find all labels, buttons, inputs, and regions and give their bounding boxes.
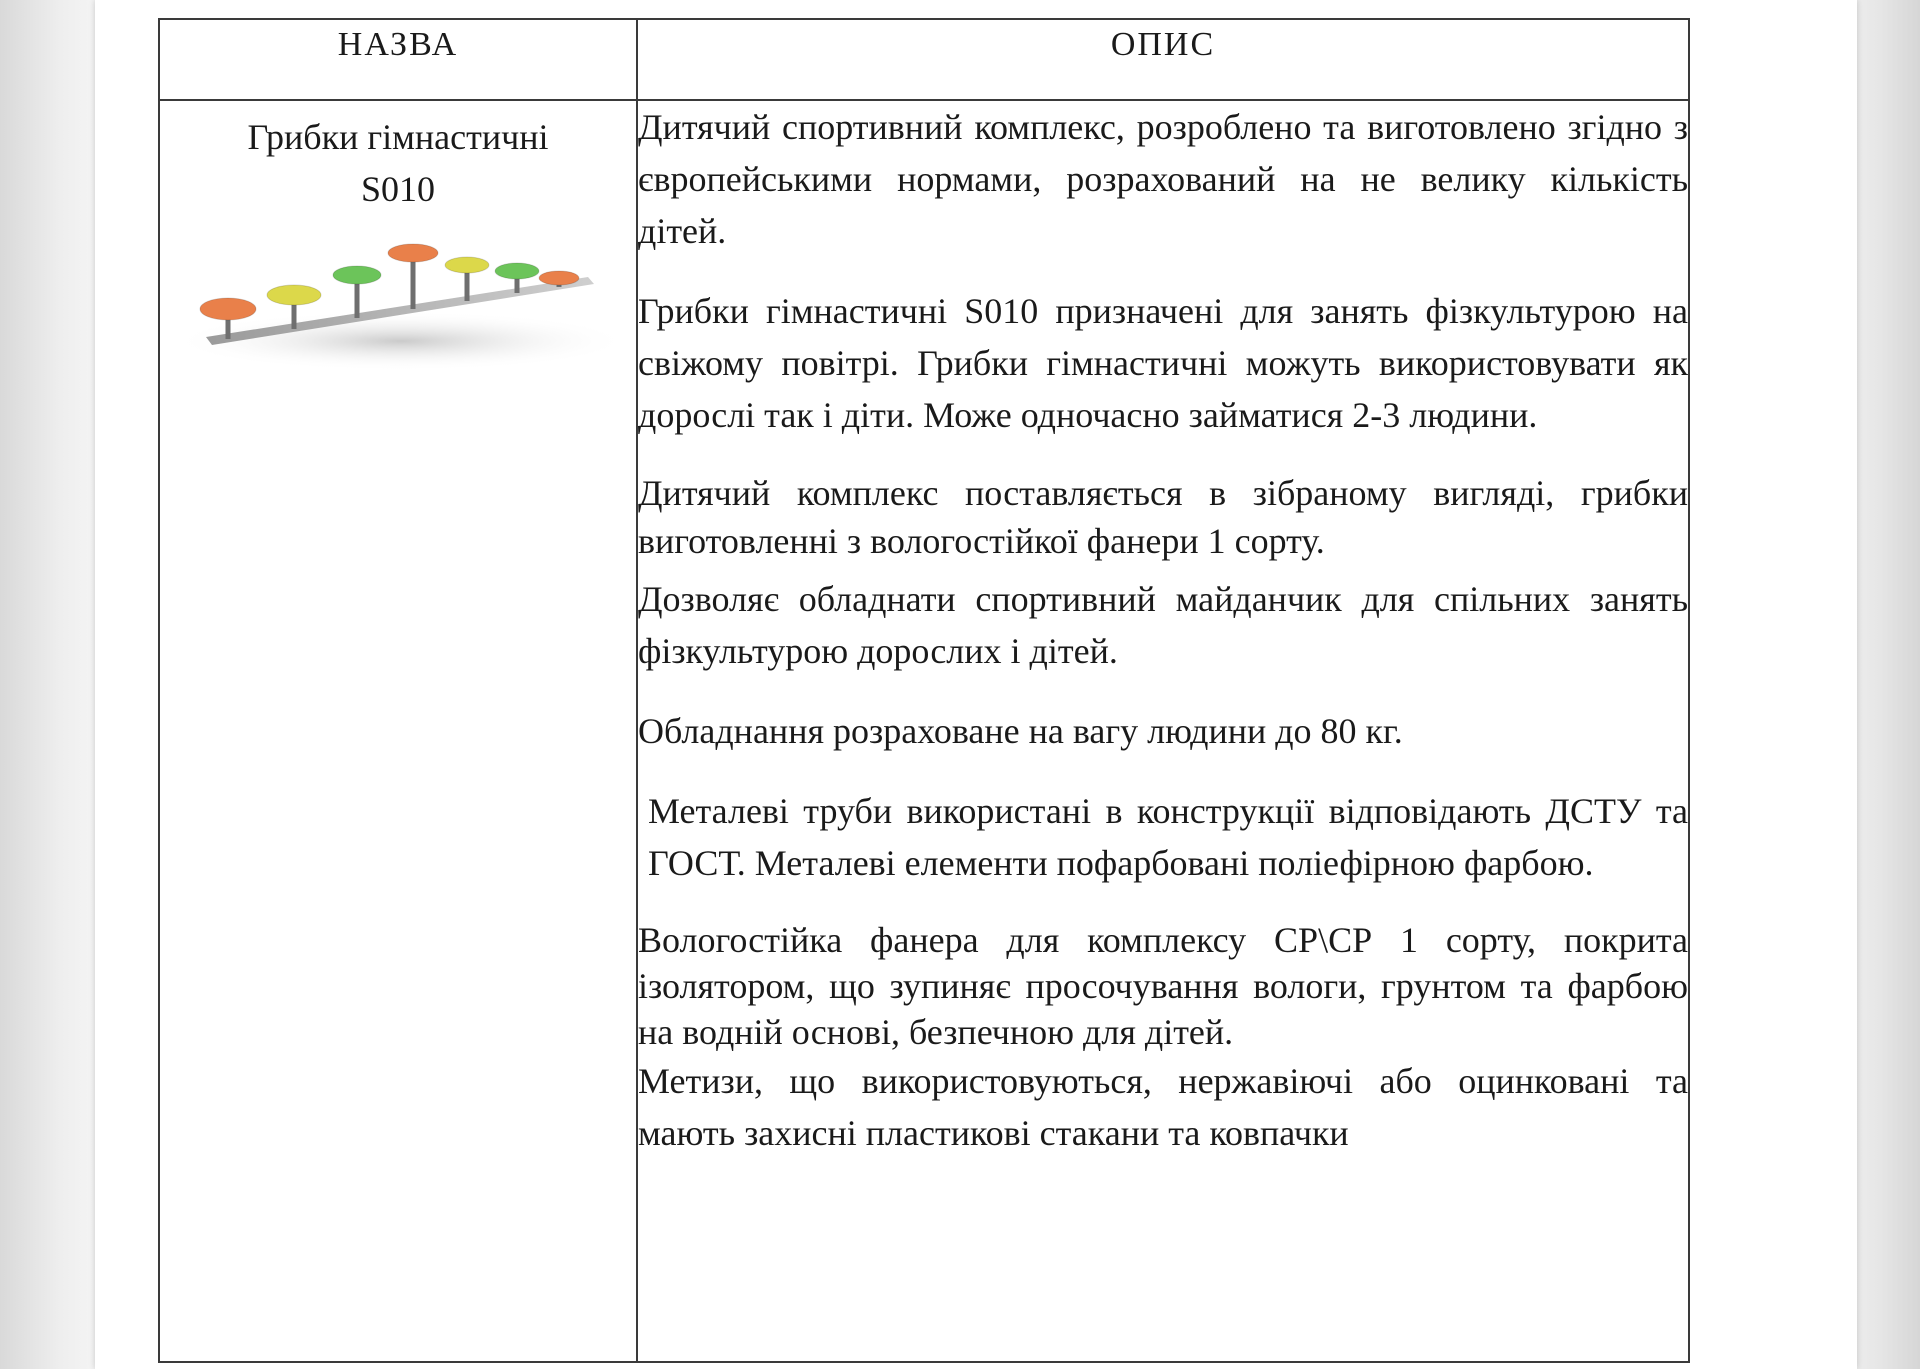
description-paragraph-4: Дозволяє обладнати спортивний майданчик для спільних занять фізкультурою дорослих і дітей. — [638, 579, 1688, 671]
product-code: S010 — [360, 169, 436, 209]
mushroom-cap — [388, 244, 438, 262]
mushroom-cap — [495, 263, 539, 279]
description-paragraph-2: Грибки гімнастичні S010 призначені для занять фізкультурою на свіжому повітрі. Грибки гімнастичні можуть використовувати як дорослі так і діти. Може одночасно займатися 2-3 людини. — [638, 291, 1688, 435]
mushroom-cap — [445, 257, 489, 273]
header-description-label: ОПИС — [1110, 26, 1216, 63]
product-description-cell — [637, 100, 1689, 1362]
mushroom-cap — [333, 266, 381, 284]
description-paragraph-5: Обладнання розраховане на вагу людини до 80 кг. — [638, 711, 1403, 751]
product-table — [158, 18, 1690, 1363]
gymnastic-mushrooms-image — [176, 229, 622, 369]
header-description — [637, 19, 1689, 100]
mushroom-cap — [539, 271, 579, 285]
product-name-line1: Грибки гімнастичні — [247, 117, 549, 157]
table-header-row — [159, 19, 1689, 100]
header-name-label: НАЗВА — [337, 26, 459, 63]
description-paragraph-6: Металеві труби використані в конструкції відповідають ДСТУ та ГОСТ. Металеві елементи пофарбовані поліефірною фарбою. — [648, 791, 1688, 883]
table-row — [159, 100, 1689, 1362]
product-name — [160, 101, 636, 215]
description-paragraph-3: Дитячий комплекс поставляється в зібраному вигляді, грибки виготовленні з вологостійкої фанери 1 сорту. — [638, 473, 1688, 561]
description-paragraph-7: Вологостійка фанера для комплексу СР\СР 1 сорту, покрита ізолятором, що зупиняє просочування вологи, грунтом та фарбою на водній основі, безпечною для дітей. — [638, 920, 1688, 1052]
description-paragraph-1: Дитячий спортивний комплекс, розроблено та виготовлено згідно з європейськими нормами, розрахований на не велику кількість дітей. — [638, 107, 1688, 251]
mushroom-cap — [267, 285, 321, 305]
description-paragraph-8: Метизи, що використовуються, нержавіючі або оцинковані та мають захисні пластикові стакани та ковпачки — [638, 1061, 1688, 1153]
product-name-cell — [159, 100, 637, 1362]
header-name — [159, 19, 637, 100]
mushroom-cap — [200, 298, 256, 320]
